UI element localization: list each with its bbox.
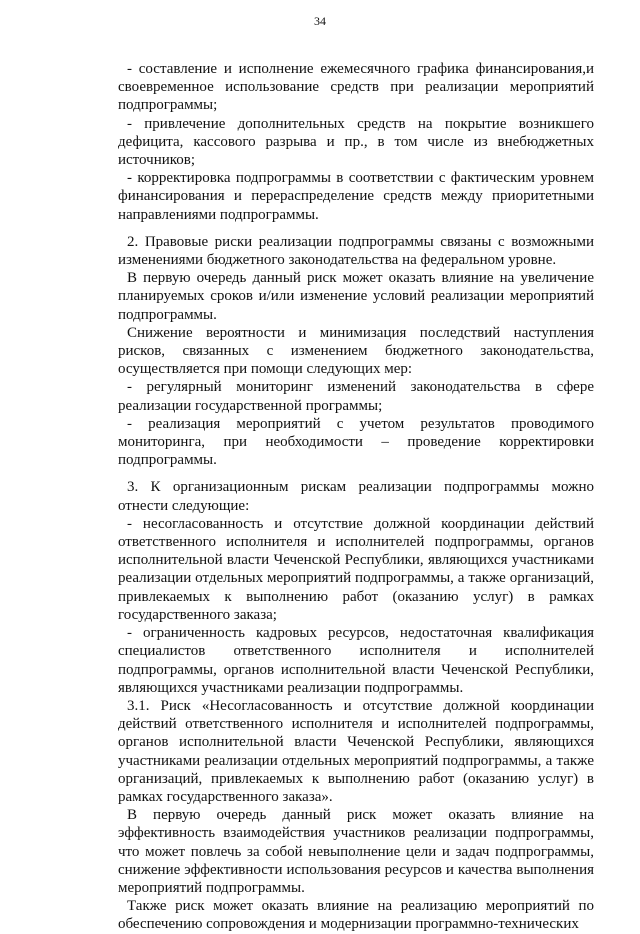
paragraph: 3.1. Риск «Несогласованность и отсутствие должной координации действий ответственного исполнителя и исполнителей подпрограммы, органов исполнительной власти Чеченской Республики, являющихся участниками реализации отдельных мероприятий подпрограммы, а также организаций, привлекаемых к выполнению работ (оказанию услуг) в рамках государственного заказа». [118, 697, 594, 805]
page-number: 34 [314, 14, 326, 28]
paragraph: 3. К организационным рискам реализации подпрограммы можно отнести следующие: [118, 479, 594, 514]
list-item: - ограниченность кадровых ресурсов, недостаточная квалификация специалистов ответственного исполнителя и исполнителей подпрограммы, органов исполнительной власти Чеченской Республики, являющихся участниками реализации подпрограммы. [118, 625, 594, 696]
list-item: - составление и исполнение ежемесячного графика финансирования,и своевременное использование средств при реализации мероприятий подпрограммы; [118, 61, 594, 114]
list-item: - реализация мероприятий с учетом результатов проводимого мониторинга, при необходимости – проведение корректировки подпрограммы. [118, 415, 594, 469]
paragraph: 2. Правовые риски реализации подпрограммы связаны с возможными изменениями бюджетного законодательства на федеральном уровне. [118, 233, 594, 269]
document-body [118, 60, 594, 934]
list-item: - привлечение дополнительных средств на покрытие возникшего дефицита, кассового разрыва и пр., в том числе из внебюджетных источников; [118, 115, 594, 169]
paragraph: Также риск может оказать влияние на реализацию мероприятий по обеспечению сопровождения и модернизации программно-технических [118, 898, 594, 933]
paragraph: Снижение вероятности и минимизация последствий наступления рисков, связанных с изменением бюджетного законодательства, осуществляется при помощи следующих мер: [118, 324, 594, 378]
list-item: - несогласованность и отсутствие должной координации действий ответственного исполнителя и исполнителей подпрограммы, органов исполнительной власти Чеченской Республики, являющихся участниками реализации отдельных мероприятий подпрограммы, а также организаций, привлекаемых к выполнению работ (оказанию услуг) в рамках государственного заказа; [118, 515, 594, 623]
paragraph: В первую очередь данный риск может оказать влияние на увеличение планируемых сроков и/или изменение условий реализации мероприятий подпрограммы. [118, 270, 594, 323]
paragraph: В первую очередь данный риск может оказать влияние на эффективность взаимодействия участников реализации подпрограммы, что может повлечь за собой невыполнение цели и задач подпрограммы, снижение эффективности использования ресурсов и качества выполнения мероприятий подпрограммы. [118, 807, 594, 896]
list-item: - регулярный мониторинг изменений законодательства в сфере реализации государственной программы; [118, 379, 594, 414]
list-item: - корректировка подпрограммы в соответствии с фактическим уровнем финансирования и перераспределение средств между приоритетными направлениями подпрограммы. [118, 170, 594, 223]
